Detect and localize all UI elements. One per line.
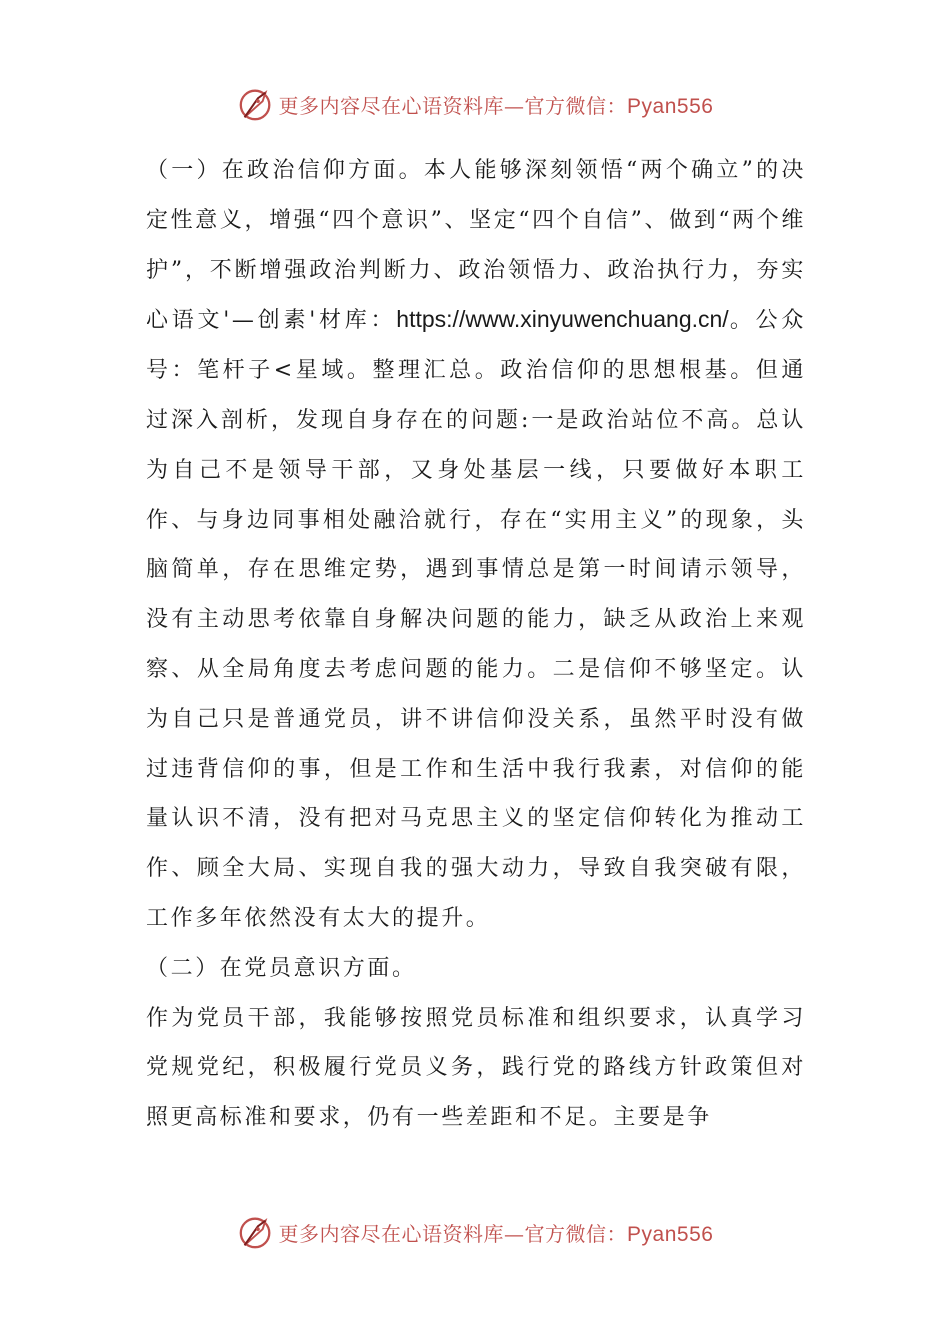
- paragraph-political-belief: [146, 146, 806, 944]
- footer-banner-text: [279, 1218, 714, 1247]
- footer-wechat-id: Pyan556: [627, 1222, 714, 1246]
- pen-nib-logo-icon: [237, 85, 275, 123]
- header-wechat-id: Pyan556: [627, 94, 714, 118]
- paragraph-1-part-a: （一）在政治信仰方面。本人能够深刻领悟“两个确立”的决定性意义，增强“四个意识”、坚定“四个自信”、做到“两个维护”，不断增强政治判断力、政治领悟力、政治执行力，夯实心语文'—创素'材库：: [146, 158, 806, 334]
- section-heading-party-awareness: （二）在党员意识方面。: [146, 955, 417, 981]
- header-banner-label: 更多内容尽在心语资料库—官方微信：: [278, 93, 628, 118]
- footer-banner-label: 更多内容尽在心语资料库—官方微信：: [278, 1221, 628, 1246]
- header-banner-text: [279, 90, 714, 119]
- document-body: [146, 146, 806, 1143]
- footer-banner: [0, 1212, 950, 1252]
- pen-nib-logo-icon: [237, 1213, 275, 1251]
- paragraph-1-part-b: 。公众号：笔杆子<星域。整理汇总。政治信仰的思想根基。但通过深入剖析，发现自身存在的问题:一是政治站位不高。总认为自己不是领导干部，又身处基层一线，只要做好本职工作、与身边同事相处融洽就行，存在“实用主义”的现象，头脑简单，存在思维定势，遇到事情总是第一时间请示领导，没有主动思考依靠自身解决问题的能力，缺乏从政治上来观察、从全局角度去考虑问题的能力。二是信仰不够坚定。认为自己只是普通党员，讲不讲信仰没关系，虽然平时没有做过违背信仰的事，但是工作和生活中我行我素，对信仰的能量认识不清，没有把对马克思主义的坚定信仰转化为推动工作、顾全大局、实现自我的强大动力，导致自我突破有限，工作多年依然没有太大的提升。: [146, 308, 806, 931]
- paragraph-party-awareness: 作为党员干部，我能够按照党员标准和组织要求，认真学习党规党纪，积极履行党员义务，践行党的路线方针政策但对照更高标准和要求，仍有一些差距和不足。主要是争: [146, 1005, 806, 1131]
- header-banner: [0, 84, 950, 124]
- paragraph-1-url: https://www.xinyuwenchuang.cn/: [396, 306, 729, 333]
